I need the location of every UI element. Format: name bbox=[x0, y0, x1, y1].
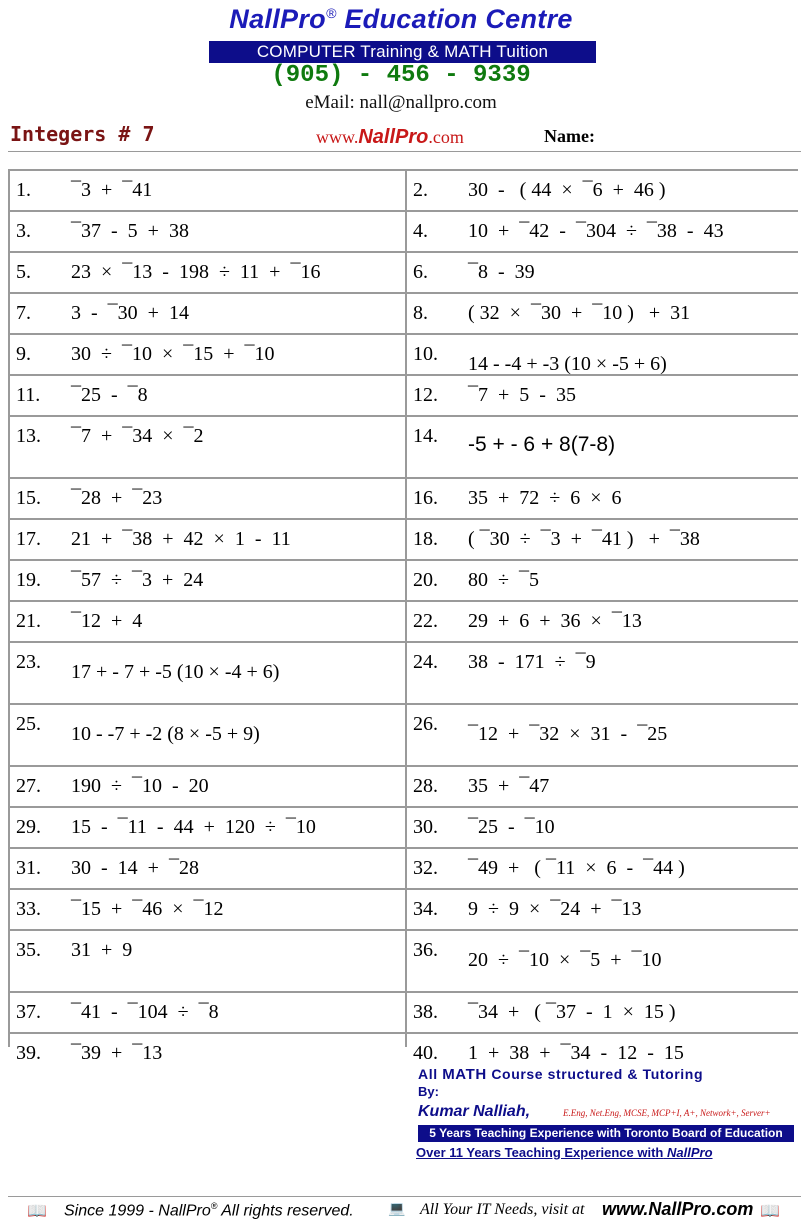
problem-cell bbox=[407, 171, 802, 210]
problem-expression: ¯37 - 5 + 38 bbox=[71, 220, 189, 242]
problem-cell bbox=[407, 931, 802, 991]
problem-number: 40. bbox=[413, 1042, 438, 1064]
subtitle-banner: COMPUTER Training & MATH Tuition bbox=[209, 41, 596, 63]
problem-number: 14. bbox=[413, 425, 438, 447]
problem-cell bbox=[407, 520, 802, 559]
problem-expression: 30 - ( 44 × ¯6 + 46 ) bbox=[468, 179, 666, 201]
promo-tutor-name: Kumar Nalliah, bbox=[418, 1103, 531, 1120]
it-needs-text: All Your IT Needs, visit at bbox=[420, 1201, 585, 1218]
problem-cell bbox=[407, 212, 802, 251]
problem-expression: 10 - -7 + -2 (8 × -5 + 9) bbox=[71, 723, 260, 745]
problem-expression: 38 - 171 ÷ ¯9 bbox=[468, 651, 596, 673]
problem-cell bbox=[407, 417, 802, 477]
problem-expression: 3 - ¯30 + 14 bbox=[71, 302, 189, 324]
email-line: eMail: nall@nallpro.com bbox=[305, 92, 497, 113]
problem-cell bbox=[407, 808, 802, 847]
problem-cell bbox=[407, 890, 802, 929]
problem-number: 9. bbox=[16, 343, 31, 365]
problem-cell bbox=[10, 520, 405, 559]
problem-cell bbox=[10, 253, 405, 292]
book-icon: 📖 bbox=[760, 1201, 780, 1220]
copyright-text: Since 1999 - NallPro® All rights reserved. bbox=[64, 1201, 354, 1220]
problem-number: 31. bbox=[16, 857, 41, 879]
problem-number: 4. bbox=[413, 220, 428, 242]
problem-number: 2. bbox=[413, 179, 428, 201]
problem-number: 34. bbox=[413, 898, 438, 920]
problem-expression: 14 - -4 + -3 (10 × -5 + 6) bbox=[468, 353, 667, 375]
centre-title: NallPro® Education Centre bbox=[229, 4, 573, 34]
problem-number: 28. bbox=[413, 775, 438, 797]
problem-number: 29. bbox=[16, 816, 41, 838]
problem-number: 6. bbox=[413, 261, 428, 283]
problem-expression: ¯15 + ¯46 × ¯12 bbox=[71, 898, 224, 920]
problem-expression: 30 ÷ ¯10 × ¯15 + ¯10 bbox=[71, 343, 275, 365]
problem-expression: ¯34 + ( ¯37 - 1 × 15 ) bbox=[468, 1001, 676, 1023]
problem-expression: ( 32 × ¯30 + ¯10 ) + 31 bbox=[468, 302, 691, 324]
problem-expression: 20 ÷ ¯10 × ¯5 + ¯10 bbox=[468, 949, 662, 971]
header-divider bbox=[8, 151, 801, 152]
problem-cell bbox=[10, 171, 405, 210]
problem-expression: ¯12 + 4 bbox=[71, 610, 143, 632]
problem-number: 38. bbox=[413, 1001, 438, 1023]
book-icon: 📖 bbox=[27, 1201, 47, 1220]
problem-number: 18. bbox=[413, 528, 438, 550]
problem-cell bbox=[407, 705, 802, 765]
problem-number: 25. bbox=[16, 713, 41, 735]
promo-credentials: E.Eng, Net.Eng, MCSE, MCP+I, A+, Network+, Server+ bbox=[563, 1108, 771, 1118]
problem-expression: 10 + ¯42 - ¯304 ÷ ¯38 - 43 bbox=[468, 220, 724, 242]
problem-number: 19. bbox=[16, 569, 41, 591]
problem-cell bbox=[10, 376, 405, 415]
promo-experience-line: Over 11 Years Teaching Experience with NallPro bbox=[416, 1145, 713, 1160]
problem-cell bbox=[10, 705, 405, 765]
worksheet-title: Integers # 7 bbox=[10, 122, 155, 146]
problem-expression: ¯7 + ¯34 × ¯2 bbox=[71, 425, 204, 447]
problem-cell bbox=[407, 993, 802, 1032]
problem-expression: ¯41 - ¯104 ÷ ¯8 bbox=[71, 1001, 219, 1023]
problem-number: 27. bbox=[16, 775, 41, 797]
promo-by: By: bbox=[418, 1084, 439, 1099]
problem-cell bbox=[10, 294, 405, 333]
problem-cell bbox=[407, 294, 802, 333]
problem-cell bbox=[407, 561, 802, 600]
problem-number: 22. bbox=[413, 610, 438, 632]
problem-expression: ¯25 - ¯10 bbox=[468, 816, 555, 838]
problem-cell bbox=[407, 602, 802, 641]
problem-number: 11. bbox=[16, 384, 41, 406]
problem-expression: 35 + ¯47 bbox=[468, 775, 550, 797]
problem-cell bbox=[407, 479, 802, 518]
problem-number: 24. bbox=[413, 651, 438, 673]
problem-cell bbox=[10, 767, 405, 806]
problem-number: 26. bbox=[413, 713, 438, 735]
problem-cell bbox=[407, 253, 802, 292]
problem-number: 17. bbox=[16, 528, 41, 550]
problem-expression: ¯8 - 39 bbox=[468, 261, 535, 283]
problem-expression: ¯28 + ¯23 bbox=[71, 487, 163, 509]
problem-number: 23. bbox=[16, 651, 41, 673]
phone-number: (905) - 456 - 9339 bbox=[271, 62, 531, 89]
problem-expression: 190 ÷ ¯10 - 20 bbox=[71, 775, 209, 797]
problem-cell bbox=[10, 1034, 405, 1073]
problem-expression: 9 ÷ 9 × ¯24 + ¯13 bbox=[468, 898, 642, 920]
problem-number: 7. bbox=[16, 302, 31, 324]
problem-number: 33. bbox=[16, 898, 41, 920]
problem-number: 21. bbox=[16, 610, 41, 632]
problem-number: 32. bbox=[413, 857, 438, 879]
problem-expression: ¯3 + ¯41 bbox=[71, 179, 153, 201]
footer-website-link[interactable]: www.NallPro.com bbox=[602, 1199, 754, 1219]
problem-expression: ¯49 + ( ¯11 × 6 - ¯44 ) bbox=[468, 857, 685, 879]
problem-cell bbox=[10, 808, 405, 847]
footer-divider bbox=[8, 1196, 801, 1197]
problem-number: 20. bbox=[413, 569, 438, 591]
website-link[interactable]: www.NallPro.com bbox=[316, 126, 464, 148]
problem-number: 1. bbox=[16, 179, 31, 201]
problem-expression: 17 + - 7 + -5 (10 × -4 + 6) bbox=[71, 661, 280, 683]
problem-number: 36. bbox=[413, 939, 438, 961]
problem-number: 35. bbox=[16, 939, 41, 961]
name-label: Name: bbox=[544, 126, 595, 146]
problem-number: 5. bbox=[16, 261, 31, 283]
problem-number: 16. bbox=[413, 487, 438, 509]
problem-number: 13. bbox=[16, 425, 41, 447]
problem-cell bbox=[10, 335, 405, 374]
problem-expression: -5 + - 6 + 8(7-8) bbox=[468, 433, 616, 456]
problem-expression: 29 + 6 + 36 × ¯13 bbox=[468, 610, 642, 632]
promo-course-line: All MATH Course structured & Tutoring bbox=[418, 1066, 704, 1083]
problem-expression: ¯25 - ¯8 bbox=[71, 384, 148, 406]
problem-cell bbox=[10, 561, 405, 600]
promo-tdsb-banner: 5 Years Teaching Experience with Toronto Board of Education bbox=[418, 1125, 794, 1142]
problem-number: 12. bbox=[413, 384, 438, 406]
problem-cell bbox=[407, 643, 802, 703]
problem-cell bbox=[407, 849, 802, 888]
problem-cell bbox=[407, 335, 802, 374]
problem-cell bbox=[10, 993, 405, 1032]
problem-expression: 1 + 38 + ¯34 - 12 - 15 bbox=[468, 1042, 684, 1064]
problem-expression: 80 ÷ ¯5 bbox=[468, 569, 539, 591]
problem-cell bbox=[10, 417, 405, 477]
problem-expression: 15 - ¯11 - 44 + 120 ÷ ¯10 bbox=[71, 816, 316, 838]
problem-cell bbox=[10, 849, 405, 888]
problem-expression: ¯7 + 5 - 35 bbox=[468, 384, 576, 406]
problem-number: 8. bbox=[413, 302, 428, 324]
problem-number: 10. bbox=[413, 343, 438, 365]
problem-expression: ( ¯30 ÷ ¯3 + ¯41 ) + ¯38 bbox=[468, 528, 700, 550]
problem-expression: ¯57 ÷ ¯3 + 24 bbox=[71, 569, 204, 591]
problem-number: 37. bbox=[16, 1001, 41, 1023]
problem-expression: 31 + 9 bbox=[71, 939, 133, 961]
problem-expression: 30 - 14 + ¯28 bbox=[71, 857, 199, 879]
problem-expression: 35 + 72 ÷ 6 × 6 bbox=[468, 487, 622, 509]
problem-expression: 23 × ¯13 - 198 ÷ 11 + ¯16 bbox=[71, 261, 321, 283]
problem-cell bbox=[10, 212, 405, 251]
problem-cell bbox=[10, 479, 405, 518]
problem-number: 15. bbox=[16, 487, 41, 509]
problem-grid bbox=[8, 169, 798, 1064]
problem-cell bbox=[10, 643, 405, 703]
problem-number: 39. bbox=[16, 1042, 41, 1064]
problem-number: 3. bbox=[16, 220, 31, 242]
problem-cell bbox=[407, 767, 802, 806]
problem-cell bbox=[10, 602, 405, 641]
problem-cell bbox=[407, 376, 802, 415]
problem-expression: ¯12 + ¯32 × 31 - ¯25 bbox=[468, 723, 668, 745]
computer-icon: 💻 bbox=[388, 1201, 406, 1217]
problem-number: 30. bbox=[413, 816, 438, 838]
problem-expression: ¯39 + ¯13 bbox=[71, 1042, 163, 1064]
problem-cell bbox=[10, 931, 405, 991]
problem-cell bbox=[10, 890, 405, 929]
problem-expression: 21 + ¯38 + 42 × 1 - 11 bbox=[71, 528, 291, 550]
